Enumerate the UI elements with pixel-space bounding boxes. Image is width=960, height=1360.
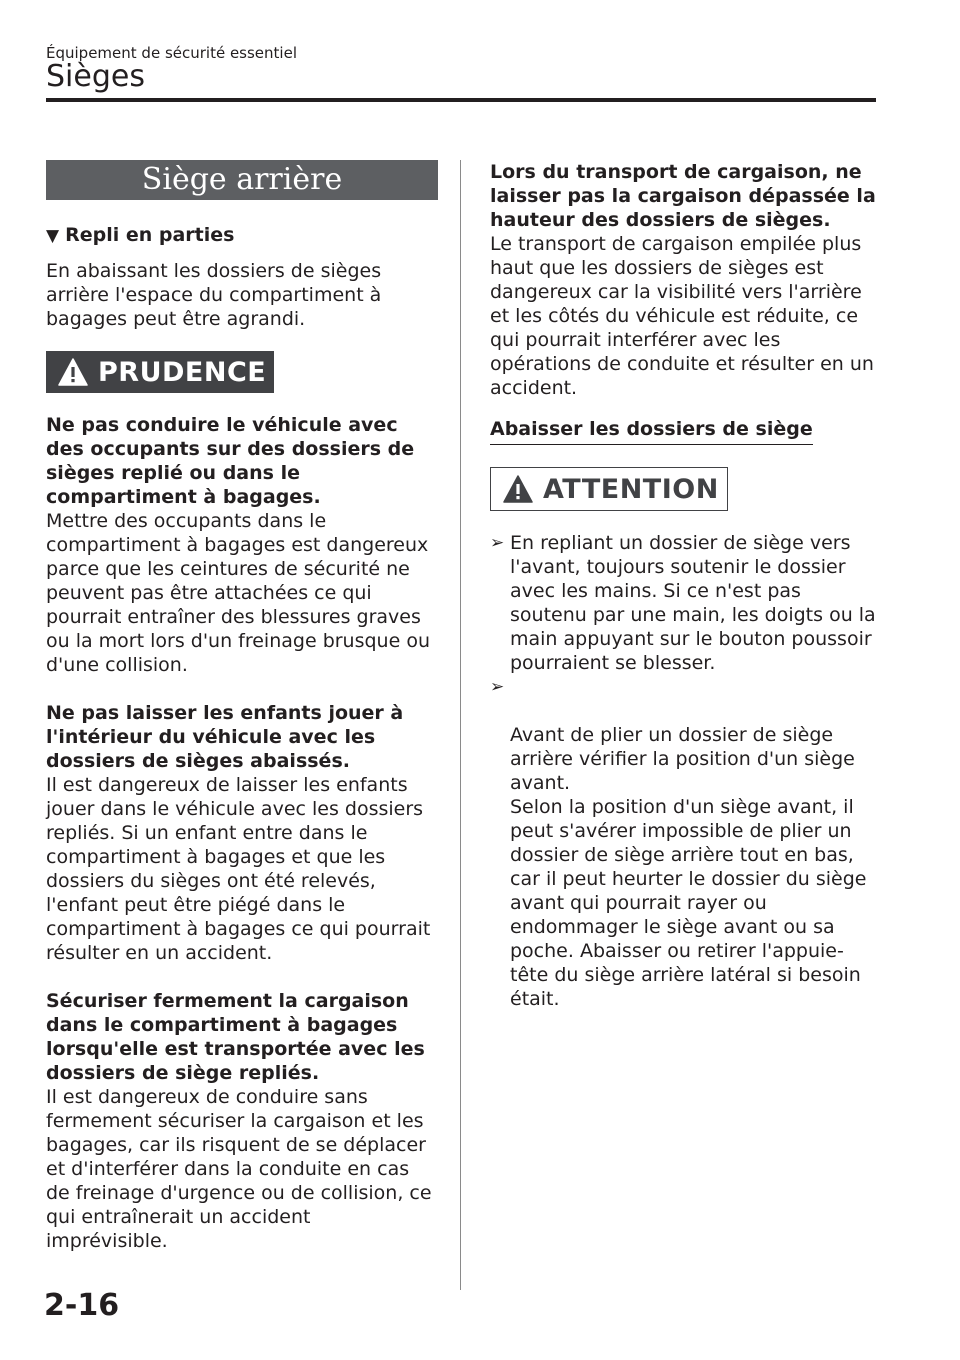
list-item	[490, 531, 880, 675]
warning-triangle-icon	[58, 358, 88, 386]
prudence-item-text: Il est dangereux de conduire sans fermement sécuriser la cargaison et les bagages, car ils risquent de se déplacer et d'interférer dans la conduite en cas de freinage d'urgence ou de collision, ce qui entraînerait un accident imprévisible.	[46, 1086, 432, 1252]
prudence-item	[46, 989, 438, 1253]
warning-triangle-icon	[503, 475, 533, 503]
left-column	[46, 160, 438, 1277]
prudence-label: PRUDENCE	[98, 356, 267, 388]
prudence-item-heading: Ne pas conduire le véhicule avec des occupants sur des dossiers de sièges replié ou dans le compartiment à bagages.	[46, 414, 415, 508]
prudence-item	[46, 413, 438, 677]
attention-badge	[490, 467, 728, 511]
chapter-title: Sièges	[46, 59, 145, 94]
section-title: Siège arrière	[46, 160, 438, 200]
triangle-down-icon: ▼	[46, 226, 60, 246]
right-column	[490, 160, 880, 1011]
attention-label: ATTENTION	[543, 473, 719, 505]
prudence-item	[490, 160, 880, 400]
attention-list	[490, 531, 880, 1011]
lower-section-heading: Abaisser les dossiers de siège	[490, 416, 813, 445]
breadcrumb: Équipement de sécurité essentiel	[46, 44, 297, 62]
prudence-item-text: Le transport de cargaison empilée plus haut que les dossiers de sièges est dangereux car la visibilité vers l'arrière et les côtés du véhicule est réduite, ce qui pourrait interférer avec les opérations de conduite et résulter en un accident.	[490, 233, 874, 399]
page-header	[46, 44, 876, 94]
prudence-item-heading: Lors du transport de cargaison, ne laisser pas la cargaison dépassée la hauteur des dossiers de sièges.	[490, 161, 876, 231]
arrowhead-bullet-icon: ➢	[490, 677, 505, 697]
arrowhead-bullet-icon: ➢	[490, 533, 505, 553]
prudence-item-heading: Ne pas laisser les enfants jouer à l'intérieur du véhicule avec les dossiers de sièges abaissés.	[46, 702, 404, 772]
list-item-text: Avant de plier un dossier de siège arrière vérifier la position d'un siège avant. Selon la position d'un siège avant, il peut s'avérer impossible de plier un dossier de siège arrière tout en bas, car il peut heurter le dossier du siège avant qui pourrait rayer ou endommager le siège avant ou sa poche. Abaisser ou retirer l'appuie-tête du siège arrière latéral si besoin était.	[510, 724, 867, 1010]
intro-paragraph: En abaissant les dossiers de sièges arrière l'espace du compartiment à bagages peut être agrandi.	[46, 260, 382, 330]
header-divider	[46, 98, 876, 102]
prudence-item-text: Il est dangereux de laisser les enfants jouer dans le véhicule avec les dossiers repliés. Si un enfant entre dans le compartiment à bagages et que les dossiers du sièges ont été relevés, l'enfant peut être piégé dans le compartiment à bagages ce qui pourrait résulter en un accident.	[46, 774, 431, 964]
subheading	[46, 222, 438, 249]
subheading-text: Repli en parties	[65, 224, 235, 246]
column-divider	[460, 160, 461, 1290]
prudence-item-heading: Sécuriser fermement la cargaison dans le compartiment à bagages lorsqu'elle est transportée avec les dossiers de siège repliés.	[46, 990, 425, 1084]
list-item	[490, 675, 880, 1011]
page-number: 2-16	[44, 1288, 120, 1323]
prudence-item	[46, 701, 438, 965]
prudence-item-text: Mettre des occupants dans le compartiment à bagages est dangereux parce que les ceintures de sécurité ne peuvent pas être attachées ce qui pourrait entraîner des blessures graves ou la mort lors d'un freinage brusque ou d'une collision.	[46, 510, 430, 676]
list-item-text: En repliant un dossier de siège vers l'avant, toujours soutenir le dossier avec les mains. Si ce n'est pas soutenu par une main, les doigts ou la main appuyant sur le bouton poussoir pourraient se blesser.	[510, 532, 876, 674]
prudence-badge	[46, 351, 274, 393]
